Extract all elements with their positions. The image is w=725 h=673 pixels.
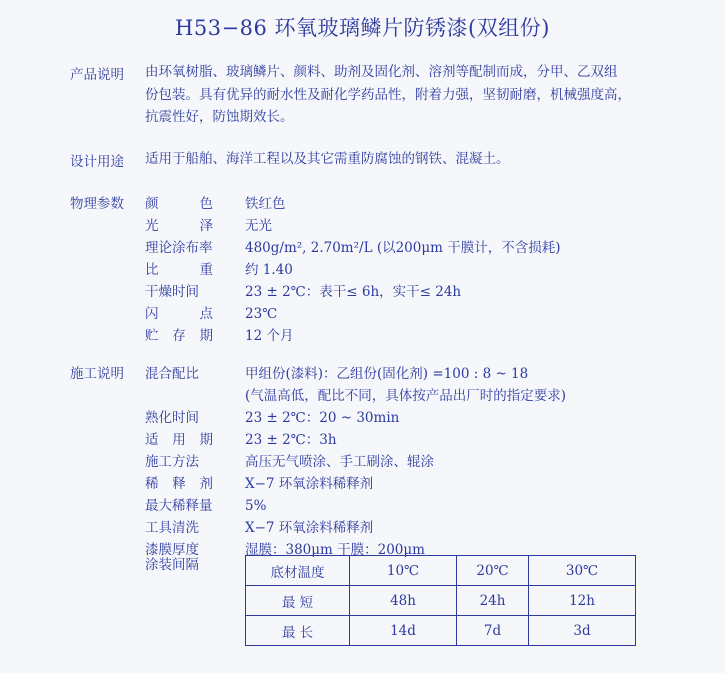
param-key: 颜色 xyxy=(145,196,213,212)
physical-row-color xyxy=(145,192,286,212)
table-cell: 12h xyxy=(529,586,636,616)
param-value: 约 1.40 xyxy=(245,262,293,278)
param-value: 480g/m², 2.70m²/L (以200μm 干膜计，不含损耗) xyxy=(245,240,561,256)
recoat-interval-table xyxy=(245,555,636,646)
product-line: 抗震性好，防蚀期效长。 xyxy=(145,109,294,125)
physical-row-flashpoint xyxy=(145,302,277,322)
param-value: 23 ± 2℃：20 ~ 30min xyxy=(245,410,400,426)
physical-row-coverage xyxy=(145,236,561,256)
table-cell: 14d xyxy=(350,616,457,646)
table-cell: 3d xyxy=(529,616,636,646)
param-value: 高压无气喷涂、手工刷涂、辊涂 xyxy=(245,454,434,470)
physical-row-density xyxy=(145,258,293,278)
application-row-mix xyxy=(145,362,528,382)
application-row-curing xyxy=(145,406,399,426)
application-row-thinner xyxy=(145,472,373,492)
application-row-interval xyxy=(145,553,245,573)
product-description xyxy=(145,61,665,129)
physical-row-drying xyxy=(145,280,461,300)
param-key: 漆膜厚度 xyxy=(145,542,199,558)
table-cell: 30℃ xyxy=(529,556,636,586)
table-row xyxy=(246,616,636,646)
table-cell: 最 长 xyxy=(246,616,350,646)
param-key: 涂装间隔 xyxy=(145,557,199,573)
param-value: 23 ± 2℃：表干≤ 6h，实干≤ 24h xyxy=(245,284,462,300)
param-value: 无光 xyxy=(245,218,272,234)
param-value: 12 个月 xyxy=(245,328,294,344)
param-key: 闪点 xyxy=(145,306,213,322)
table-cell: 24h xyxy=(457,586,529,616)
document-title: H53−86 环氧玻璃鳞片防锈漆(双组份) xyxy=(175,16,550,40)
param-value: 铁红色 xyxy=(245,196,286,212)
param-value: 23 ± 2℃：3h xyxy=(245,432,337,448)
param-key: 施工方法 xyxy=(145,454,199,470)
application-row-potlife xyxy=(145,428,337,448)
physical-row-storage xyxy=(145,324,293,344)
table-header-row xyxy=(246,556,636,586)
application-row-cleaning xyxy=(145,516,373,536)
param-value: X−7 环氧涂料稀释剂 xyxy=(245,520,374,536)
table-cell: 7d xyxy=(457,616,529,646)
param-value: X−7 环氧涂料稀释剂 xyxy=(245,476,374,492)
section-label-usage: 设计用途 xyxy=(70,154,124,170)
product-line: 份包装。具有优异的耐水性及耐化学药品性，附着力强，坚韧耐磨，机械强度高， xyxy=(145,86,631,103)
usage-text: 适用于船舶、海洋工程以及其它需重防腐蚀的钢铁、混凝土。 xyxy=(145,151,510,167)
application-row-method xyxy=(145,450,434,470)
param-value: 5% xyxy=(245,498,267,514)
param-key: 稀释剂 xyxy=(145,476,213,492)
physical-row-gloss xyxy=(145,214,272,234)
section-label-product: 产品说明 xyxy=(70,67,124,83)
param-value: 甲组份(漆料)：乙组份(固化剂) =100 : 8 ~ 18 xyxy=(245,366,529,382)
param-key: 比重 xyxy=(145,262,213,278)
table-cell: 48h xyxy=(350,586,457,616)
table-cell: 最 短 xyxy=(246,586,350,616)
mix-ratio-note: (气温高低，配比不同，具体按产品出厂时的指定要求) xyxy=(245,388,567,404)
table-row xyxy=(246,586,636,616)
section-label-physical: 物理参数 xyxy=(70,196,124,212)
param-key: 最大稀释量 xyxy=(145,498,213,514)
param-key: 干燥时间 xyxy=(145,284,199,300)
param-key: 贮存期 xyxy=(145,328,213,344)
table-cell: 10℃ xyxy=(350,556,457,586)
section-label-application: 施工说明 xyxy=(70,366,124,382)
product-line: 由环氧树脂、玻璃鳞片、颜料、助剂及固化剂、溶剂等配制而成，分甲、乙双组 xyxy=(145,64,618,80)
application-row-max-thinning xyxy=(145,494,266,514)
param-key: 适用期 xyxy=(145,432,213,448)
table-cell: 20℃ xyxy=(457,556,529,586)
param-key: 熟化时间 xyxy=(145,410,199,426)
param-key: 理论涂布率 xyxy=(145,240,213,256)
param-value: 23℃ xyxy=(245,306,278,322)
param-key: 光泽 xyxy=(145,218,213,234)
param-key: 工具清洗 xyxy=(145,520,199,536)
param-key: 混合配比 xyxy=(145,366,199,382)
param-value: 湿膜：380μm 干膜：200μm xyxy=(245,542,425,558)
table-cell: 底材温度 xyxy=(246,556,350,586)
